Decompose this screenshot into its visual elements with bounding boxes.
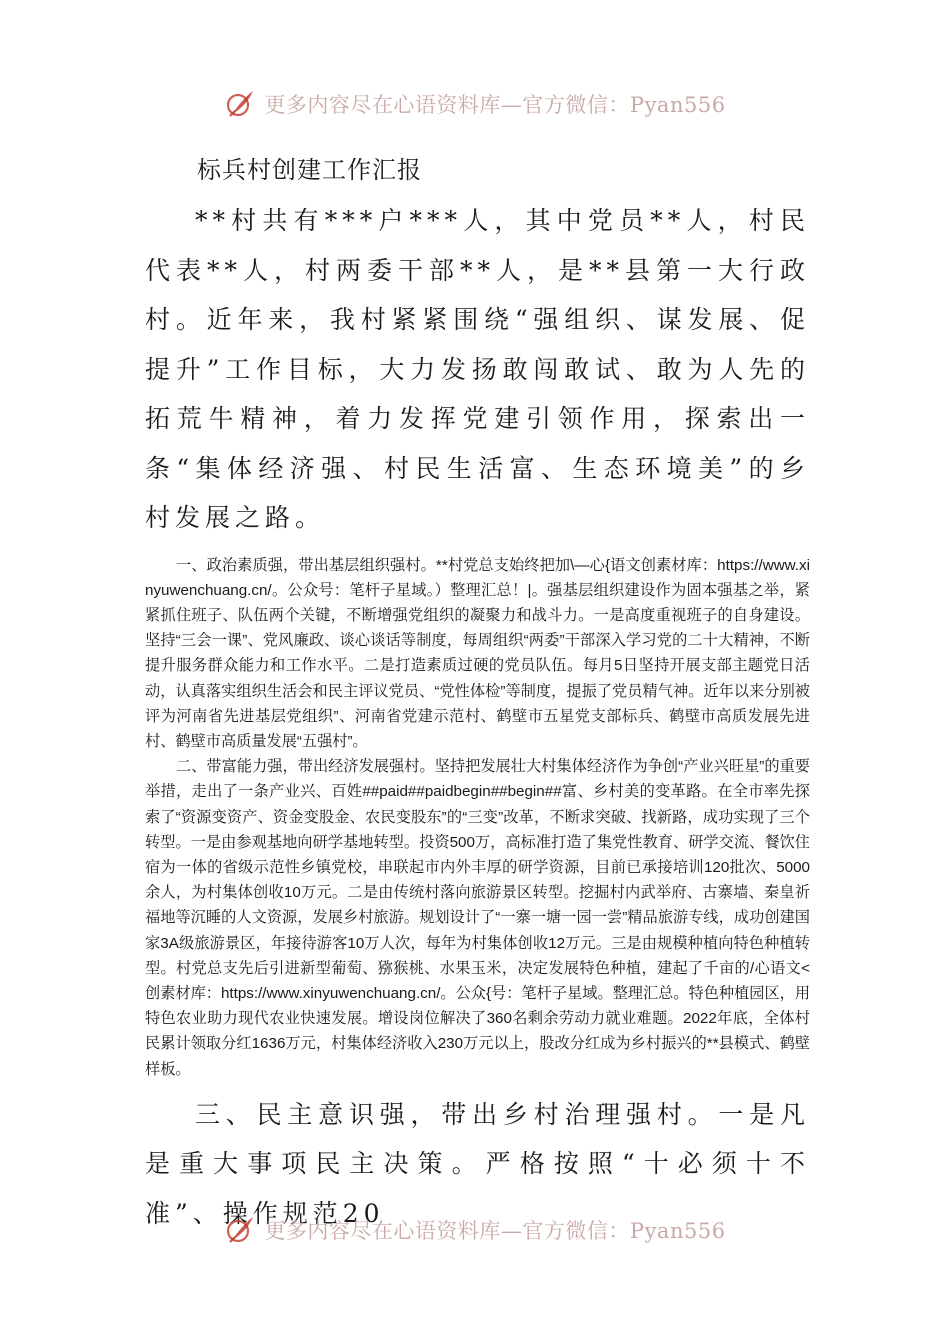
quill-logo-icon	[224, 1214, 256, 1246]
intro-paragraph: **村共有***户***人，其中党员**人，村民代表**人，村两委干部**人，是**县第一大行政村。近年来，我村紧紧围绕“强组织、谋发展、促提升”工作目标，大力发扬敢闯敢试、敢为人先的拓荒牛精神，着力发挥党建引领作用，探索出一条“集体经济强、村民生活富、生态环境美”的乡村发展之路。	[145, 206, 810, 532]
footer-watermark	[0, 1210, 950, 1250]
section-1-paragraph: 一、政治素质强，带出基层组织强村。**村党总支始终把加\—心{语文创素材库：https://www.xinyuwenchuang.cn/。公众号：笔杆子星域。）整理汇总！|。强基层组织建设作为固本强基之举，紧紧抓住班子、队伍两个关键，不断增强党组织的凝聚力和战斗力。一是高度重视班子的自身建设。坚持“三会一课”、党风廉政、谈心谈话等制度，每周组织“两委”干部深入学习党的二十大精神，不断提升服务群众能力和工作水平。二是打造素质过硬的党员队伍。每月5日坚持开展支部主题党日活动，认真落实组织生活会和民主评议党员、“党性体检”等制度，提振了党员精气神。近年以来分别被评为河南省先进基层党组织”、河南省党建示范村、鹤壁市五星党支部标兵、鹤壁市高质发展先进村、鹤壁市高质量发展“五强村”。	[145, 556, 810, 750]
document-title: 标兵村创建工作汇报	[197, 156, 422, 184]
small-text-block	[145, 553, 810, 1082]
watermark-text: 更多内容尽在心语资料库—官方微信：Pyan556	[264, 1219, 726, 1243]
document-body	[145, 150, 810, 1238]
section-2-paragraph: 二、带富能力强，带出经济发展强村。坚持把发展壮大村集体经济作为争创“产业兴旺星”的重要举措，走出了一条产业兴、百姓##paid##paidbegin##begin##富、乡村美的变革路。在全市率先探索了“资源变资产、资金变股金、农民变股东”的“三变”改革，不断求突破、找新路，成功实现了三个转型。一是由参观基地向研学基地转型。投资500万，高标准打造了集党性教育、研学交流、餐饮住宿为一体的省级示范性乡镇党校，串联起市内外丰厚的研学资源，目前已承接培训120批次、5000余人，为村集体创收10万元。二是由传统村落向旅游景区转型。挖掘村内武举府、古寨墙、秦皇祈福地等沉睡的人文资源，发展乡村旅游。规划设计了“一寨一塘一园一尝”精品旅游专线，成功创建国家3A级旅游景区，年接待游客10万人次，每年为村集体创收12万元。三是由规模种植向特色种植转型。村党总支先后引进新型葡萄、猕猴桃、水果玉米，决定发展特色种植，建起了千亩的/心语文<创素材库：https://www.xinyuwenchuang.cn/。公众{号：笔杆子星域。整理汇总。特色种植园区，用特色农业助力现代农业快速发展。增设岗位解决了360名剩余劳动力就业难题。2022年底，全体村民累计领取分红1636万元，村集体经济收入230万元以上，股改分红成为乡村振兴的**县模式、鹤壁样板。	[145, 758, 811, 1078]
quill-logo-icon	[224, 88, 256, 120]
watermark-text: 更多内容尽在心语资料库—官方微信：Pyan556	[264, 93, 726, 117]
header-watermark	[0, 84, 950, 124]
section-3-paragraph: 三、民主意识强，带出乡村治理强村。一是凡是重大事项民主决策。严格按照“十必须十不准”、操作规范20	[145, 1099, 810, 1228]
